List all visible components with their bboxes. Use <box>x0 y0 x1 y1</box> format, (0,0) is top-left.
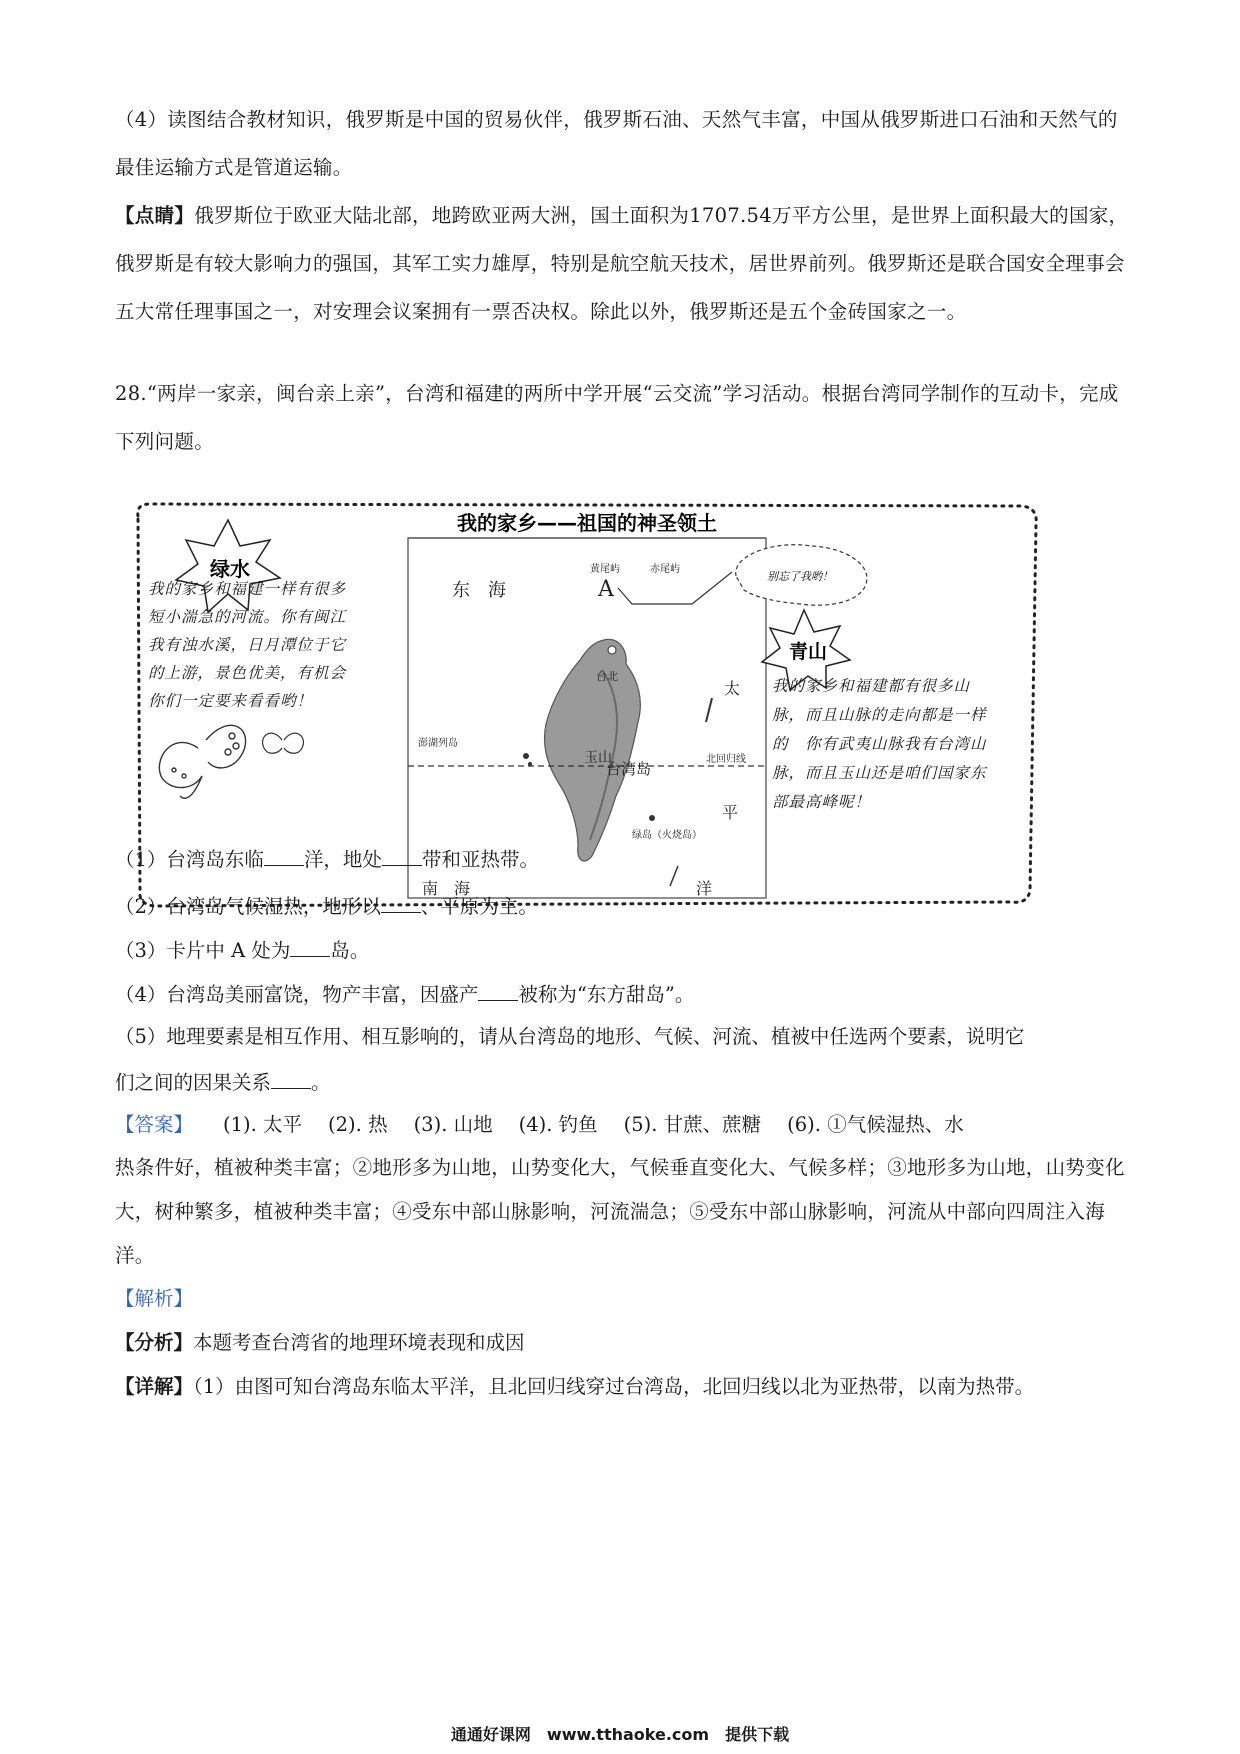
answer-blank[interactable] <box>271 1070 311 1089</box>
dianjing-paragraph <box>115 192 1135 336</box>
label-ping: 平 <box>722 803 739 822</box>
bubble-text: 别忘了我哟！ <box>767 570 833 583</box>
dianjing-label: 【点睛】 <box>115 204 195 227</box>
answer-blank[interactable] <box>478 982 518 1001</box>
right-card-text: 我的家乡和福建都有很多山脉，而且山脉的走向都是一样的 你有武夷山脉我有台湾山脉，而且玉山还是咱们国家东部最高峰呢！ <box>772 677 987 811</box>
label-taiwan-island: 台湾岛 <box>606 760 652 778</box>
jiexi-label: 【解析】 <box>115 1287 194 1310</box>
green-mountain-label: 青山 <box>788 641 828 663</box>
green-water-label: 绿水 <box>210 557 250 581</box>
question-3: （3）卡片中 A 处为 岛。 <box>115 939 370 962</box>
xiangjie-line: 【详解】（1）由图可知台湾岛东临太平洋，且北回归线穿过台湾岛，北回归线以北为亚热带，以南为热带。 <box>115 1375 1035 1398</box>
label-east-sea: 东 海 <box>452 580 506 601</box>
label-huangwei: 黄尾屿 <box>590 564 620 575</box>
page-footer: 通通好课网 www.tthaoke.com 提供下载 <box>450 1725 790 1744</box>
q28-stem: 28.“两岸一家亲，闽台亲上亲”，台湾和福建的两所中学开展“云交流”学习活动。根据台湾同学制作的互动卡，完成下列问题。 <box>115 382 1119 453</box>
card-title: 我的家乡——祖国的神圣领土 <box>457 511 717 535</box>
label-south-sea: 南 海 <box>422 879 471 898</box>
label-tropic: 北回归线 <box>706 754 746 765</box>
question-2: （2）台湾岛气候湿热，地形以 、平原为主。 <box>115 895 538 918</box>
dianjing-text: 俄罗斯位于欧亚大陆北部，地跨欧亚两大洲，国土面积为1707.54万平方公里，是世界上面积最大的国家，俄罗斯是有较大影响力的强国，其军工实力雄厚，特别是航空航天技术，居世界前列。俄罗斯还是联合国安全理事会五大常任理事国之一，对安理会议案拥有一票否决权。除此以外，俄罗斯还是五个金砖国家之一。 <box>115 204 1129 323</box>
answer-line: 【答案】 (1). 太平 (2). 热 (3). 山地 (4). 钓鱼 (5). 甘蔗、蔗糖 (6). ①气候湿热、水 <box>115 1113 964 1136</box>
taipei-dot <box>608 646 616 654</box>
question-5-line1: （5）地理要素是相互作用、相互影响的，请从台湾岛的地形、气候、河流、植被中任选两个要素，说明它 <box>115 1025 1025 1048</box>
question-4: （4）台湾岛美丽富饶，物产丰富，因盛产 被称为“东方甜岛”。 <box>115 983 695 1006</box>
label-chiwei: 赤尾屿 <box>650 564 680 575</box>
answer-blank[interactable] <box>290 938 330 957</box>
answer-continuation: 热条件好，植被种类丰富；②地形多为山地，山势变化大，气候垂直变化大、气候多样；③地形多为山地，山势变化大，树种繁多，植被种类丰富；④受东中部山脉影响，河流湍急；⑤受东中部山脉影响，河流从中部向四周注入海洋。 <box>115 1156 1125 1267</box>
answer-blank[interactable] <box>382 847 422 866</box>
q27-part4: （4）读图结合教材知识，俄罗斯是中国的贸易伙伴，俄罗斯石油、天然气丰富，中国从俄罗斯进口石油和天然气的最佳运输方式是管道运输。 <box>115 108 1118 179</box>
question-1: （1）台湾岛东临 洋，地处 带和亚热带。 <box>115 848 539 871</box>
butterfly-icon <box>159 725 245 798</box>
lvdao-dot <box>649 815 655 821</box>
label-yang: 洋 <box>696 879 713 898</box>
label-tai: 太 <box>724 679 741 698</box>
label-lvdao: 绿岛（火烧岛） <box>632 830 702 841</box>
answer-blank[interactable] <box>264 847 304 866</box>
small-butterfly-icon <box>263 733 304 753</box>
fenxi-line: 【分析】本题考查台湾省的地理环境表现和成因 <box>115 1331 525 1354</box>
left-card-text: 我的家乡和福建一样有很多短小湍急的河流。你有闽江我有浊水溪，日月潭位于它的上游，景色优美，有机会你们一定要来看看哟！ <box>148 580 347 710</box>
answer-blank[interactable] <box>381 894 421 913</box>
answer-label: 【答案】 <box>115 1113 194 1136</box>
question-5-line2: 们之间的因果关系 。 <box>115 1071 331 1094</box>
label-penghu: 澎湖列岛 <box>418 738 458 749</box>
label-yushan: 玉山 <box>584 750 612 766</box>
label-a: A <box>598 577 614 602</box>
label-taipei: 台北 <box>596 670 618 683</box>
